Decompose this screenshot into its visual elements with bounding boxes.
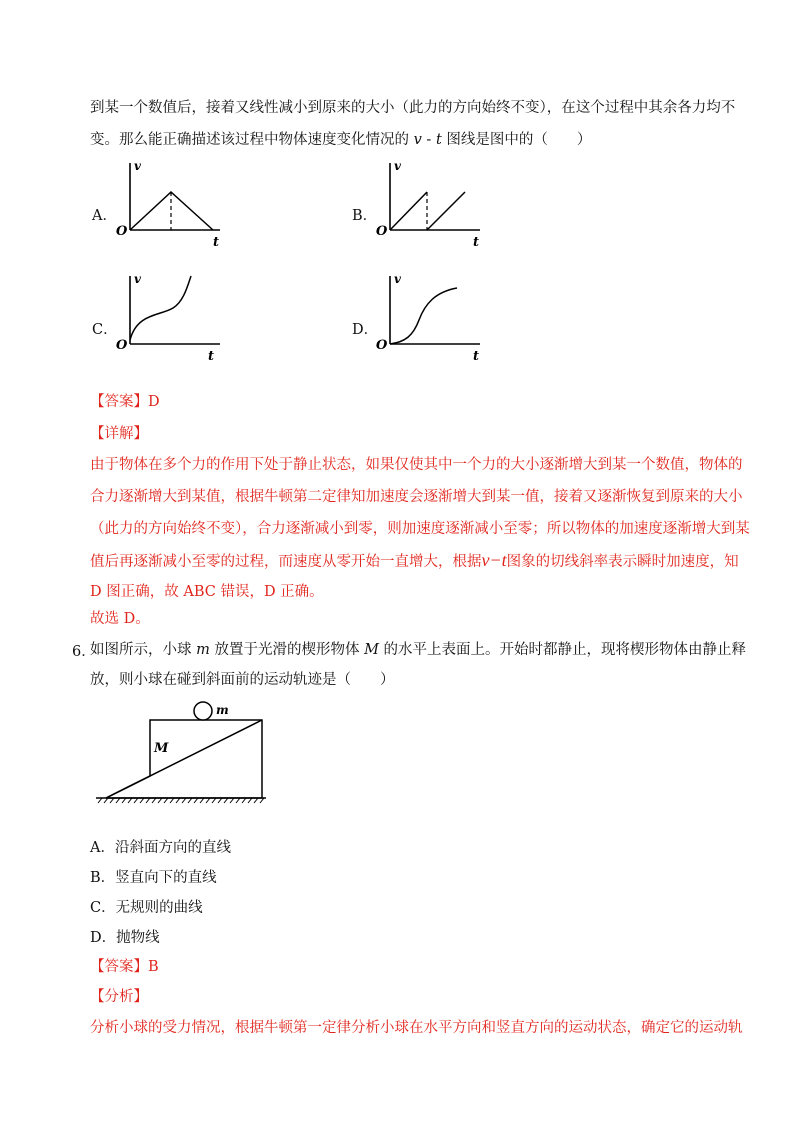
q6-option-c: C．无规则的曲线 [90, 900, 203, 916]
q6-option-b: B．竖直向下的直线 [90, 870, 217, 886]
graph-a-v-label: v [134, 159, 141, 173]
q5-stem-line-1: 到某一个数值后，接着又线性减小到原来的大小（此力的方向始终不变），在这个过程中其余各力均不 [90, 100, 736, 116]
graph-a-origin-label: O [116, 224, 128, 239]
q6-option-a: A．沿斜面方向的直线 [90, 840, 231, 856]
graph-b-segment-1 [390, 192, 427, 230]
ball-label: m [216, 703, 229, 717]
q5-detail-line-3: （此力的方向始终不变），合力逐渐减小到零，则加速度逐渐减小至零；所以物体的加速度逐渐增大到某 [90, 521, 750, 537]
graph-c [115, 268, 225, 363]
q5-detail-heading: 【详解】 [90, 426, 148, 442]
q6-answer: 【答案】B [90, 959, 159, 975]
q6-stem-line-2: 放，则小球在碰到斜面前的运动轨迹是（ ） [90, 672, 395, 688]
q5-detail-line-1: 由于物体在多个力的作用下处于静止状态，如果仅使其中一个力的大小逐渐增大到某一个数值，物体的 [90, 457, 743, 473]
q6-number: 6． [72, 644, 96, 660]
q5-detail-line-5: D 图正确，故 ABC 错误，D 正确。 [90, 584, 324, 600]
q5-dash: - [421, 132, 436, 148]
graph-a [115, 158, 225, 248]
option-b-label: B． [352, 208, 378, 224]
q6-analysis-line-1: 分析小球的受力情况，根据牛顿第一定律分析小球在水平方向和竖直方向的运动状态，确定它的运动轨 [90, 1020, 743, 1036]
wedge-figure [92, 700, 272, 805]
q5-stem-text: 变。那么能正确描述该过程中物体速度变化情况的 [90, 132, 414, 148]
q5-answer: 【答案】D [90, 394, 160, 410]
q5-var-t: t [435, 132, 442, 148]
q6-var-M: M [364, 642, 379, 658]
graph-c-t-label: t [208, 349, 215, 363]
q5-detail-line-4 [90, 550, 739, 572]
wedge-label: M [154, 741, 169, 756]
graph-d-curve [390, 288, 457, 344]
option-d-label: D． [352, 322, 379, 338]
q5-detail-vt: v−t [481, 550, 507, 570]
q6-stem-line-1 [90, 640, 746, 660]
graph-c-v-label: v [134, 272, 141, 286]
q5-stem-line-2 [90, 130, 591, 150]
ball [194, 702, 212, 720]
option-c-label: C． [92, 322, 118, 338]
q6-option-d: D．抛物线 [90, 930, 160, 946]
graph-c-origin-label: O [116, 338, 128, 353]
q5-stem-tail: 图线是图中的（ ） [441, 132, 592, 148]
graph-d-v-label: v [394, 272, 401, 286]
graph-b-t-label: t [473, 235, 480, 248]
q5-detail-line-4-post: 图象的切线斜率表示瞬时加速度，知 [506, 554, 739, 570]
graph-d-origin-label: O [376, 338, 388, 353]
q6-stem-mid: 放置于光滑的楔形物体 [209, 642, 365, 658]
option-a-label: A． [92, 208, 117, 224]
q5-conclusion: 故选 D。 [90, 611, 150, 627]
graph-d-t-label: t [473, 349, 480, 363]
q5-detail-line-2: 合力逐渐增大到某值，根据牛顿第二定律知加速度会逐渐增大到某一值，接着又逐渐恢复到原来的大小 [90, 489, 743, 505]
graph-b-v-label: v [394, 159, 401, 173]
q6-analysis-heading: 【分析】 [90, 989, 148, 1005]
graph-a-t-label: t [213, 235, 220, 248]
q5-detail-line-4-pre: 值后再逐渐减小至零的过程，而速度从零开始一直增大，根据 [90, 554, 482, 570]
q5-var-v: v [413, 132, 422, 148]
q6-stem-post: 的水平上表面上。开始时都静止，现将楔形物体由静止释 [378, 642, 747, 658]
graph-b-origin-label: O [376, 224, 388, 239]
graph-d [375, 268, 485, 363]
graph-b [375, 158, 485, 248]
graph-b-segment-2 [427, 192, 465, 230]
graph-a-curve [130, 192, 213, 230]
q6-stem-pre: 如图所示，小球 [90, 642, 197, 658]
q6-var-m: m [196, 642, 210, 658]
